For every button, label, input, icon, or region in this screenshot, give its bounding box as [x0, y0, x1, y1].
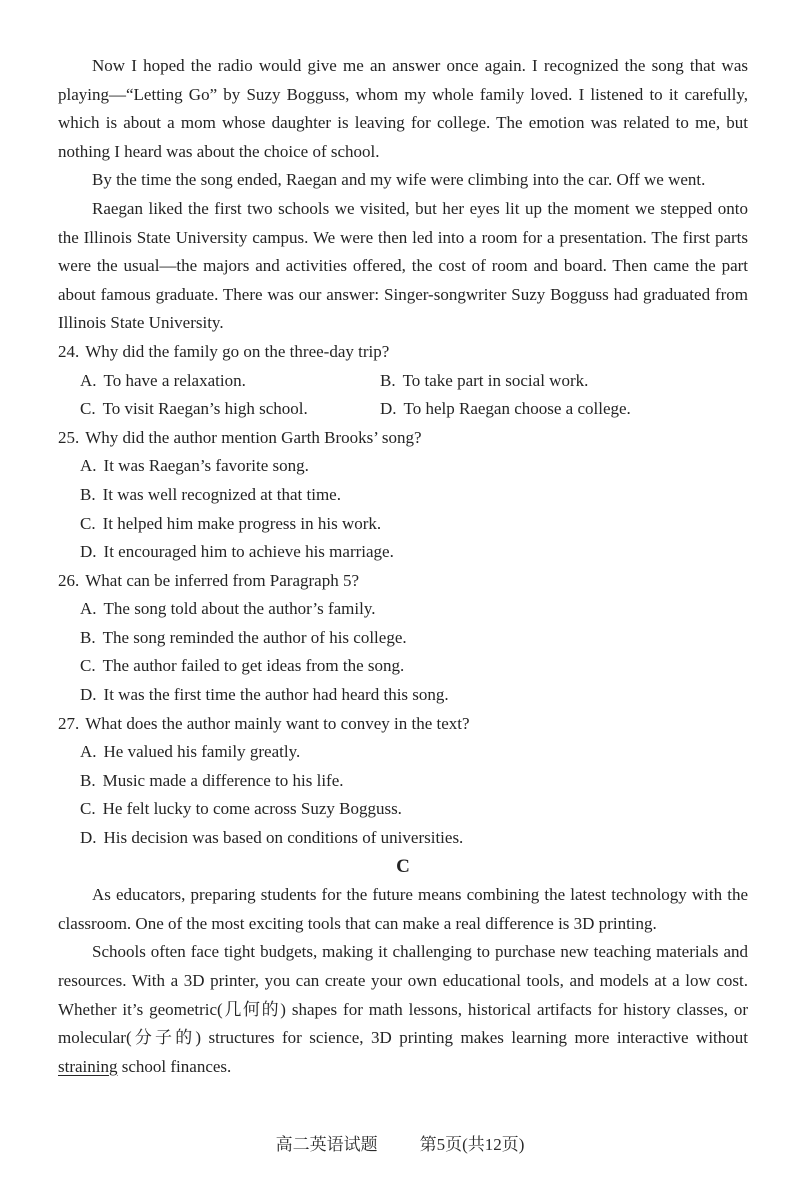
passage-paragraph-2: By the time the song ended, Raegan and my wife were climbing into the car. Off we went.: [92, 170, 706, 190]
paragraph-text-after: school finances.: [117, 1056, 232, 1076]
option-label-a: A.: [80, 456, 97, 476]
option-text-c: The author failed to get ideas from the song.: [102, 656, 405, 676]
question-26-option-a: [80, 595, 748, 624]
question-24-stem: [58, 338, 748, 367]
question-24-text: Why did the family go on the three-day trip?: [85, 341, 390, 361]
reading-passage-c: [58, 853, 748, 1082]
section-c-paragraph-1: As educators, preparing students for the future means combining the latest technology with the classroom. One of the most exciting tools that can make a real difference is 3D printing.: [58, 885, 748, 933]
option-text-d: His decision was based on conditions of universities.: [103, 828, 464, 848]
question-24-option-b: [380, 367, 748, 396]
option-label-b: B.: [80, 770, 96, 790]
option-text-a: The song told about the author’s family.: [103, 599, 376, 619]
question-24-option-c: [80, 395, 380, 424]
question-25-options: [80, 452, 748, 566]
question-26-stem: [58, 567, 748, 596]
option-text-d: It encouraged him to achieve his marriage.: [103, 542, 394, 562]
page-number: 第5页(共12页): [419, 1135, 525, 1154]
question-27-stem: [58, 710, 748, 739]
option-text-b: Music made a difference to his life.: [102, 770, 344, 790]
question-27-options: [80, 738, 748, 852]
question-24: [58, 338, 748, 424]
question-26: [58, 567, 748, 710]
option-label-c: C.: [80, 399, 96, 419]
exam-title: 高二英语试题: [275, 1135, 378, 1154]
passage-paragraph-3: Raegan liked the first two schools we visited, but her eyes lit up the moment we stepped onto the Illinois State University campus. We were then led into a room for a presentation. The first parts were the usual—the majors and activities offered, the cost of room and board. Then came the part about famous graduate. There was our answer: Singer-songwriter Suzy Bogguss had graduated from Illinois State University.: [58, 198, 748, 333]
option-label-c: C.: [80, 799, 96, 819]
question-25-option-b: [80, 481, 748, 510]
question-25-text: Why did the author mention Garth Brooks’ song?: [85, 427, 422, 447]
questions-section: [58, 338, 748, 853]
option-text-b: The song reminded the author of his college.: [102, 627, 407, 647]
option-label-a: A.: [80, 599, 97, 619]
question-24-options: [80, 367, 748, 424]
question-27-option-b: [80, 767, 748, 796]
option-text-b: It was well recognized at that time.: [102, 484, 341, 504]
question-27-option-d: [80, 824, 748, 853]
option-label-a: A.: [80, 742, 97, 762]
question-25: [58, 424, 748, 567]
question-26-option-c: [80, 652, 748, 681]
option-text-c: It helped him make progress in his work.: [102, 513, 382, 533]
option-label-c: C.: [80, 656, 96, 676]
question-27-number: 27.: [58, 713, 80, 733]
option-text-d: To help Raegan choose a college.: [403, 399, 631, 419]
question-26-text: What can be inferred from Paragraph 5?: [85, 570, 360, 590]
question-26-option-b: [80, 624, 748, 653]
question-26-options: [80, 595, 748, 709]
question-24-option-d: [380, 395, 748, 424]
question-25-number: 25.: [58, 427, 80, 447]
option-text-a: It was Raegan’s favorite song.: [103, 456, 309, 476]
question-27-text: What does the author mainly want to convey in the text?: [85, 713, 470, 733]
reading-passage-b: [58, 52, 748, 338]
option-label-d: D.: [380, 399, 397, 419]
question-25-option-d: [80, 538, 748, 567]
underlined-word: straining: [58, 1056, 118, 1076]
page-footer: [0, 1130, 800, 1155]
option-text-b: To take part in social work.: [402, 370, 589, 390]
option-text-c: To visit Raegan’s high school.: [102, 399, 308, 419]
question-25-option-a: [80, 452, 748, 481]
question-27: [58, 710, 748, 853]
option-text-c: He felt lucky to come across Suzy Bogguss.: [102, 799, 402, 819]
section-c-heading: C: [396, 855, 410, 877]
option-label-b: B.: [380, 370, 396, 390]
question-26-option-d: [80, 681, 748, 710]
option-label-c: C.: [80, 513, 96, 533]
passage-paragraph-1: Now I hoped the radio would give me an answer once again. I recognized the song that was playing—“Letting Go” by Suzy Bogguss, whom my whole family loved. I listened to it carefully, which is about a mom whose daughter is leaving for college. The emotion was related to me, but nothing I heard was about the choice of school.: [58, 56, 748, 161]
option-text-a: He valued his family greatly.: [103, 742, 301, 762]
option-text-a: To have a relaxation.: [103, 370, 246, 390]
section-c-paragraph-2: [58, 938, 748, 1081]
option-label-d: D.: [80, 828, 97, 848]
option-label-a: A.: [80, 370, 97, 390]
question-27-option-a: [80, 738, 748, 767]
question-24-option-a: [80, 367, 380, 396]
question-26-number: 26.: [58, 570, 80, 590]
option-label-b: B.: [80, 484, 96, 504]
option-text-d: It was the first time the author had heard this song.: [103, 685, 449, 705]
question-27-option-c: [80, 795, 748, 824]
question-25-option-c: [80, 510, 748, 539]
question-24-number: 24.: [58, 341, 80, 361]
option-label-b: B.: [80, 627, 96, 647]
question-25-stem: [58, 424, 748, 453]
option-label-d: D.: [80, 542, 97, 562]
paragraph-text-before: Schools often face tight budgets, making it challenging to purchase new teaching materials and resources. With a 3D printer, you can create your own educational tools, and models at a low cost. Whether it’s geometric(几何的) shapes for math lessons, historical artifacts for history classes, or molecular(分子的) structures for science, 3D printing makes learning more interactive without: [58, 942, 748, 1048]
option-label-d: D.: [80, 685, 97, 705]
